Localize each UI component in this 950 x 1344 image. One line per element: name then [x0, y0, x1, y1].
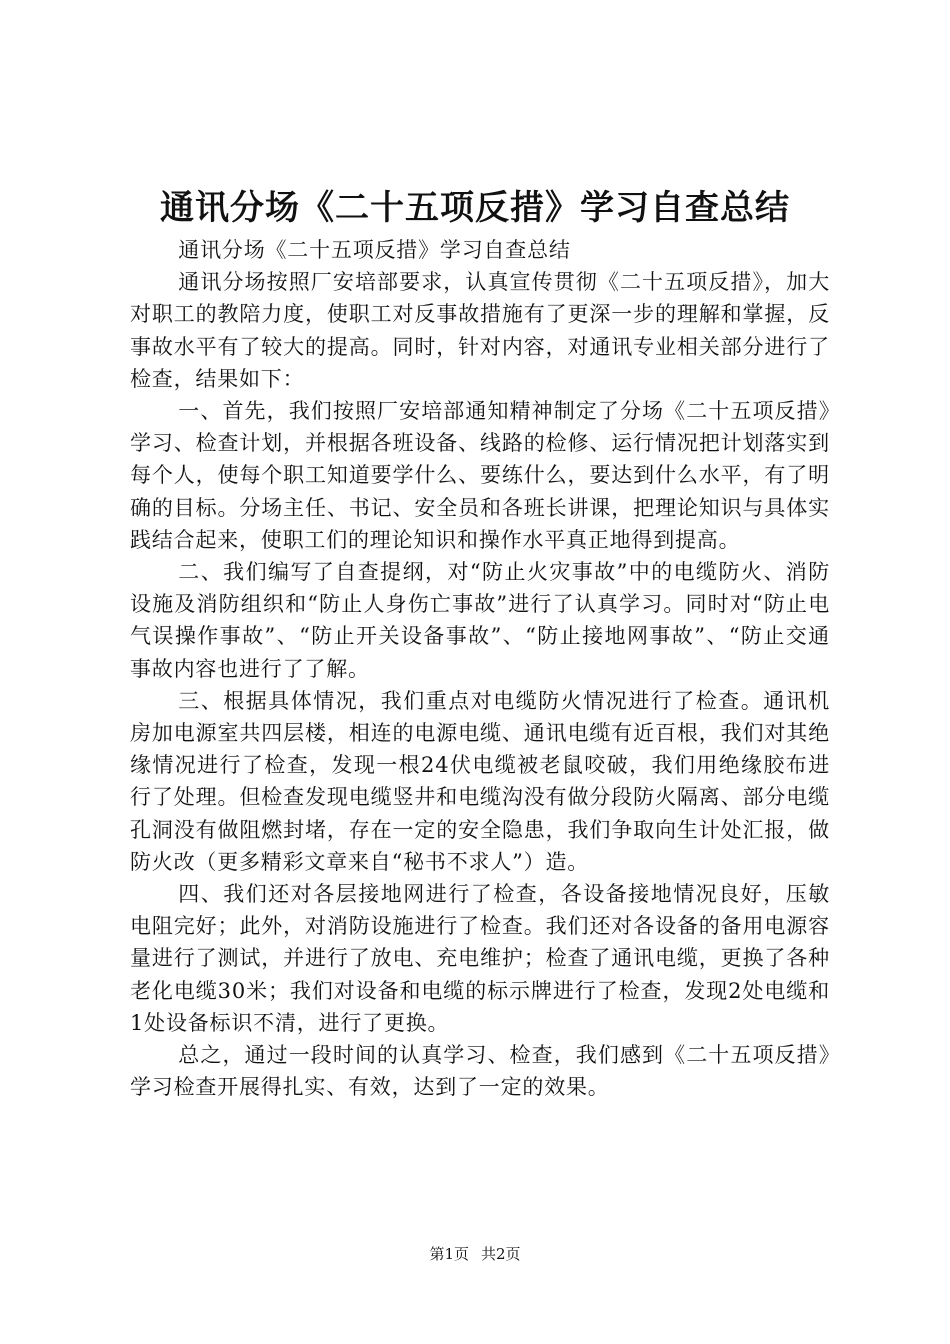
section-4-paragraph: 四、我们还对各层接地网进行了检查，各设备接地情况良好，压敏电阻完好；此外，对消防设施进行了检查。我们还对各设备的备用电源容量进行了测试，并进行了放电、充电维护；检查了通讯电缆，更换了各种老化电缆30米；我们对设备和电缆的标示牌进行了检查，发现2处电缆和1处设备标识不清，进行了更换。 [130, 882, 830, 1035]
section-1-paragraph: 一、首先，我们按照厂安培部通知精神制定了分场《二十五项反措》学习、检查计划，并根据各班设备、线路的检修、运行情况把计划落实到每个人，使每个职工知道要学什么、要练什么，要达到什么水平，有了明确的目标。分场主任、书记、安全员和各班长讲课，把理论知识与具体实践结合起来，使职工们的理论知识和操作水平真正地得到提高。 [130, 399, 830, 552]
subtitle-paragraph: 通讯分场《二十五项反措》学习自查总结 [178, 238, 571, 262]
page-total: 共2页 [481, 1245, 521, 1263]
conclusion-paragraph: 总之，通过一段时间的认真学习、检查，我们感到《二十五项反措》学习检查开展得扎实、有效，达到了一定的效果。 [130, 1043, 830, 1100]
intro-paragraph: 通讯分场按照厂安培部要求，认真宣传贯彻《二十五项反措》，加大对职工的教陪力度，使职工对反事故措施有了更深一步的理解和掌握，反事故水平有了较大的提高。同时，针对内容，对通讯专业相关部分进行了检查，结果如下： [130, 270, 830, 391]
page-number: 第1页 [429, 1245, 469, 1263]
section-3-paragraph: 三、根据具体情况，我们重点对电缆防火情况进行了检查。通讯机房加电源室共四层楼，相连的电源电缆、通讯电缆有近百根，我们对其绝缘情况进行了检查，发现一根24伏电缆被老鼠咬破，我们用绝缘胶布进行了处理。但检查发现电缆竖井和电缆沟没有做分段防火隔离、部分电缆孔洞没有做阻燃封堵，存在一定的安全隐患，我们争取向生计处汇报，做防火改（更多精彩文章来自“秘书不求人”）造。 [130, 688, 830, 874]
section-2-paragraph: 二、我们编写了自查提纲，对“防止火灾事故”中的电缆防火、消防设施及消防组织和“防止人身伤亡事故”进行了认真学习。同时对“防止电气误操作事故”、“防止开关设备事故”、“防止接地网事故”、“防止交通事故内容也进行了了解。 [130, 560, 830, 681]
document-body [130, 234, 830, 1103]
page-footer [0, 1243, 950, 1265]
document-title: 通讯分场《二十五项反措》学习自查总结 [160, 188, 790, 228]
